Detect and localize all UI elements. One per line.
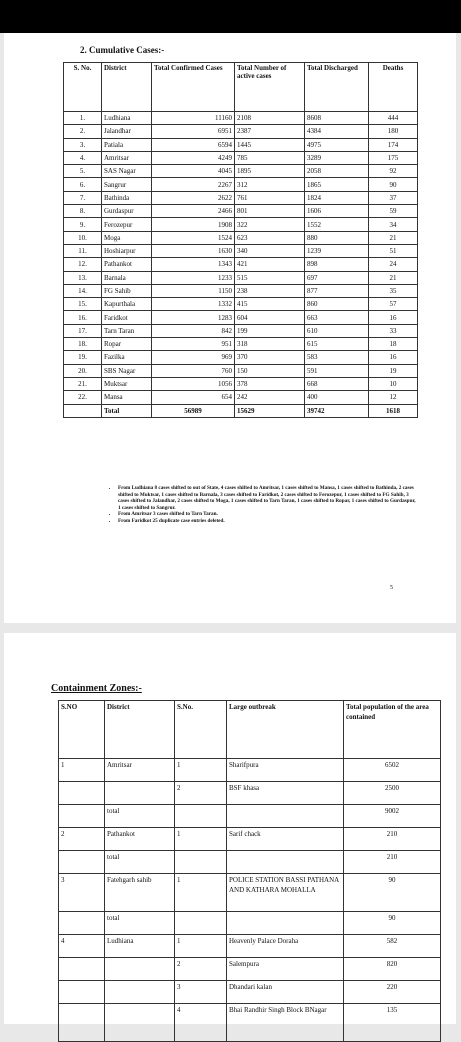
table-cell: Heavenly Palace Doraha <box>227 935 344 958</box>
table-cell: 210 <box>344 828 441 851</box>
table-cell: 801 <box>235 205 305 218</box>
table-cell: 1618 <box>369 404 418 417</box>
table-cell: Ferozepur <box>102 218 152 231</box>
table-cell: 1908 <box>152 218 235 231</box>
table-cell: 1524 <box>152 231 235 244</box>
table-cell: 785 <box>235 151 305 164</box>
table-cell: 34 <box>369 218 418 231</box>
table-row <box>64 178 418 191</box>
table-cell: 15629 <box>235 404 305 417</box>
table-cell: 180 <box>369 125 418 138</box>
table-cell: 11. <box>64 244 102 257</box>
table-cell <box>59 782 105 805</box>
table-cell <box>59 958 105 981</box>
table-cell: 1552 <box>305 218 369 231</box>
table-cell <box>59 912 105 935</box>
table-row <box>64 138 418 151</box>
table-cell: 150 <box>235 364 305 377</box>
header-confirmed: Total Confirmed Cases <box>152 63 235 112</box>
table-cell: 51 <box>369 244 418 257</box>
table-cell: 1 <box>175 874 227 912</box>
table-cell: 16 <box>369 351 418 364</box>
table-cell: 1 <box>175 759 227 782</box>
table-cell: 318 <box>235 338 305 351</box>
table-row <box>59 782 441 805</box>
table-row <box>64 311 418 324</box>
table-cell: Muktsar <box>102 377 152 390</box>
table-cell: Kapurthala <box>102 298 152 311</box>
table-cell <box>59 1004 105 1042</box>
table-cell: 238 <box>235 284 305 297</box>
notes-list <box>106 485 418 524</box>
table-row <box>64 151 418 164</box>
table-cell: 57 <box>369 298 418 311</box>
table-cell: 13. <box>64 271 102 284</box>
table-cell: 1233 <box>152 271 235 284</box>
table-cell: 1332 <box>152 298 235 311</box>
table-cell: 35 <box>369 284 418 297</box>
table-cell: 663 <box>305 311 369 324</box>
table-cell: 90 <box>344 874 441 912</box>
table-cell <box>175 805 227 828</box>
table-row <box>64 244 418 257</box>
table-cell: 444 <box>369 112 418 125</box>
table-cell: 242 <box>235 391 305 404</box>
total-row <box>64 404 418 417</box>
table-cell <box>227 912 344 935</box>
table-cell: 39742 <box>305 404 369 417</box>
note-item: • From Faridkot 25 duplicate case entries deleted. <box>118 518 418 525</box>
table-cell: 322 <box>235 218 305 231</box>
table-cell: 18 <box>369 338 418 351</box>
note-item: • From Ludhiana 8 cases shifted to out of State, 4 cases shifted to Amritsar, 1 cases shifted to Mansa, 1 cases shifted to Bathinda, 2 cases shifted to Muktsar, 1 cases shifted to Barnala, 3 cases shifted to Faridkot, 2 cases shifted to Ferozepur, 1 cases shifted to FG Sahib, 3 cases shifted to Jalandhar, 2 cases shifted to Moga, 1 cases shifted to Tarn Taran, 1 cases shifted to Ropar, 1 cases shifted to Gurdaspur, 1 cases shifted to Sangrur. <box>118 485 418 511</box>
table-cell: 370 <box>235 351 305 364</box>
table-cell: 1 <box>175 935 227 958</box>
table-cell: 6594 <box>152 138 235 151</box>
table-cell: 4045 <box>152 165 235 178</box>
table-cell: total <box>105 805 175 828</box>
table-cell <box>59 805 105 828</box>
table-cell: 623 <box>235 231 305 244</box>
table-cell: 9002 <box>344 805 441 828</box>
table-row <box>64 298 418 311</box>
table-row <box>59 759 441 782</box>
table-row <box>59 805 441 828</box>
table-cell: 1895 <box>235 165 305 178</box>
table-cell: Faridkot <box>102 311 152 324</box>
table-row <box>59 1004 441 1042</box>
table-cell: 842 <box>152 324 235 337</box>
header-population: Total population of the area contained <box>344 701 441 759</box>
table-cell: Bathinda <box>102 191 152 204</box>
document-page-containment <box>4 633 456 1024</box>
table-cell: Pathankot <box>105 828 175 851</box>
table-cell: 2. <box>64 125 102 138</box>
table-cell: 898 <box>305 258 369 271</box>
table-row <box>59 851 441 874</box>
document-page-cumulative <box>4 33 456 623</box>
table-cell: 210 <box>344 851 441 874</box>
table-row <box>64 112 418 125</box>
table-cell: 421 <box>235 258 305 271</box>
table-cell: 4 <box>175 1004 227 1042</box>
table-cell: BSF khasa <box>227 782 344 805</box>
table-cell: 220 <box>344 981 441 1004</box>
table-cell: 21 <box>369 231 418 244</box>
table-row <box>64 364 418 377</box>
table-row <box>64 165 418 178</box>
table-cell: 969 <box>152 351 235 364</box>
table-cell: 1150 <box>152 284 235 297</box>
header-district: District <box>102 63 152 112</box>
table-cell: 15. <box>64 298 102 311</box>
table-cell <box>105 958 175 981</box>
table-row <box>59 958 441 981</box>
table-cell: 90 <box>369 178 418 191</box>
table-cell: FG Sahib <box>102 284 152 297</box>
table-cell: 135 <box>344 1004 441 1042</box>
table-cell: 6951 <box>152 125 235 138</box>
table-cell: Pathankot <box>102 258 152 271</box>
table-cell: 378 <box>235 377 305 390</box>
table-cell: 668 <box>305 377 369 390</box>
table-cell: Ludhiana <box>105 935 175 958</box>
containment-zones-table <box>58 700 441 1042</box>
table-cell <box>175 851 227 874</box>
table-cell: 1. <box>64 112 102 125</box>
table-cell: Ropar <box>102 338 152 351</box>
table-row <box>64 125 418 138</box>
header-discharged: Total Discharged <box>305 63 369 112</box>
table-row <box>64 218 418 231</box>
table-cell: Fazilka <box>102 351 152 364</box>
table-cell: 3 <box>59 874 105 912</box>
table-cell: SAS Nagar <box>102 165 152 178</box>
top-status-bar <box>0 0 461 33</box>
table-cell: Jalandhar <box>102 125 152 138</box>
table-cell: 877 <box>305 284 369 297</box>
table-cell: 3289 <box>305 151 369 164</box>
table-cell: 400 <box>305 391 369 404</box>
table-cell: 2 <box>175 958 227 981</box>
table-cell: 90 <box>344 912 441 935</box>
cumulative-cases-table <box>63 62 418 418</box>
table-cell: 860 <box>305 298 369 311</box>
table-cell <box>227 851 344 874</box>
table-header-row <box>64 63 418 112</box>
table-cell: Amritsar <box>105 759 175 782</box>
table-header-row <box>59 701 441 759</box>
table-cell: 1630 <box>152 244 235 257</box>
table-cell: 16 <box>369 311 418 324</box>
table-cell: 2466 <box>152 205 235 218</box>
table-row <box>64 324 418 337</box>
table-cell: 1 <box>59 759 105 782</box>
table-cell: Tarn Taran <box>102 324 152 337</box>
table-cell: 761 <box>235 191 305 204</box>
table-cell: Sangrur <box>102 178 152 191</box>
table-cell: Total <box>102 404 152 417</box>
table-cell: 199 <box>235 324 305 337</box>
table-cell: 1 <box>175 828 227 851</box>
table-row <box>64 191 418 204</box>
table-cell: 583 <box>305 351 369 364</box>
table-cell: 37 <box>369 191 418 204</box>
table-cell: 2622 <box>152 191 235 204</box>
table-row <box>59 935 441 958</box>
table-cell: 2267 <box>152 178 235 191</box>
table-cell: 9. <box>64 218 102 231</box>
header-district: District <box>105 701 175 759</box>
table-cell <box>59 851 105 874</box>
table-cell: Moga <box>102 231 152 244</box>
table-cell: 4. <box>64 151 102 164</box>
table-cell: 6502 <box>344 759 441 782</box>
table-row <box>59 981 441 1004</box>
table-cell <box>105 1004 175 1042</box>
table-cell: 1606 <box>305 205 369 218</box>
table-cell: 24 <box>369 258 418 271</box>
table-cell: 3. <box>64 138 102 151</box>
table-cell: 4384 <box>305 125 369 138</box>
table-cell: 1824 <box>305 191 369 204</box>
table-cell: 697 <box>305 271 369 284</box>
table-cell <box>59 981 105 1004</box>
table-cell <box>64 404 102 417</box>
table-cell <box>105 981 175 1004</box>
table-cell: Sarif chack <box>227 828 344 851</box>
table-row <box>64 231 418 244</box>
table-cell: 2 <box>175 782 227 805</box>
table-cell: Mansa <box>102 391 152 404</box>
table-row <box>64 391 418 404</box>
header-deaths: Deaths <box>369 63 418 112</box>
page-number: 5 <box>390 585 393 591</box>
table-cell: total <box>105 851 175 874</box>
header-sno: S. No. <box>64 63 102 112</box>
table-cell: 880 <box>305 231 369 244</box>
table-cell: Barnala <box>102 271 152 284</box>
table-cell: 591 <box>305 364 369 377</box>
containment-title: Containment Zones:- <box>51 683 142 694</box>
table-cell: 19 <box>369 364 418 377</box>
table-cell: 14. <box>64 284 102 297</box>
table-cell <box>175 912 227 935</box>
table-row <box>64 284 418 297</box>
table-cell: 7. <box>64 191 102 204</box>
table-cell: 1445 <box>235 138 305 151</box>
table-cell: 1239 <box>305 244 369 257</box>
table-cell: 2500 <box>344 782 441 805</box>
table-cell: 22. <box>64 391 102 404</box>
table-cell: 12. <box>64 258 102 271</box>
table-cell: 33 <box>369 324 418 337</box>
table-row <box>64 351 418 364</box>
table-cell: 3 <box>175 981 227 1004</box>
table-cell: Bhai Randhir Singh Block BNagar <box>227 1004 344 1042</box>
table-cell: 174 <box>369 138 418 151</box>
table-cell: 951 <box>152 338 235 351</box>
table-cell <box>105 782 175 805</box>
table-cell: 1283 <box>152 311 235 324</box>
table-cell: Fatehgarh sahib <box>105 874 175 912</box>
table-cell: 56989 <box>152 404 235 417</box>
note-item: • From Amritsar 3 cases shifted to Tarn Taran. <box>118 511 418 518</box>
table-row <box>64 377 418 390</box>
table-row <box>59 828 441 851</box>
table-cell: 654 <box>152 391 235 404</box>
table-cell: 582 <box>344 935 441 958</box>
table-cell: 610 <box>305 324 369 337</box>
table-cell: 4 <box>59 935 105 958</box>
table-cell: SBS Nagar <box>102 364 152 377</box>
table-cell: 515 <box>235 271 305 284</box>
table-row <box>64 338 418 351</box>
table-cell: 820 <box>344 958 441 981</box>
table-row <box>64 258 418 271</box>
table-cell: 615 <box>305 338 369 351</box>
table-cell: 11160 <box>152 112 235 125</box>
table-row <box>59 912 441 935</box>
table-cell: Patiala <box>102 138 152 151</box>
table-row <box>59 874 441 912</box>
table-cell <box>227 805 344 828</box>
table-cell: 59 <box>369 205 418 218</box>
table-cell: 18. <box>64 338 102 351</box>
table-cell: 6. <box>64 178 102 191</box>
header-large-outbreak: Large outbreak <box>227 701 344 759</box>
table-cell: Ludhiana <box>102 112 152 125</box>
table-cell: 1343 <box>152 258 235 271</box>
table-cell: 20. <box>64 364 102 377</box>
table-cell: 4975 <box>305 138 369 151</box>
table-cell: 12 <box>369 391 418 404</box>
table-cell: POLICE STATION BASSI PATHANA AND KATHARA MOHALLA <box>227 874 344 912</box>
table-cell: 8608 <box>305 112 369 125</box>
table-cell: 4249 <box>152 151 235 164</box>
header-subno: S.No. <box>175 701 227 759</box>
table-cell: 340 <box>235 244 305 257</box>
header-active: Total Number of active cases <box>235 63 305 112</box>
table-cell: 17. <box>64 324 102 337</box>
table-cell: 312 <box>235 178 305 191</box>
table-cell: 760 <box>152 364 235 377</box>
table-cell: 2387 <box>235 125 305 138</box>
table-cell: 10 <box>369 377 418 390</box>
table-cell: 1056 <box>152 377 235 390</box>
table-cell: 1865 <box>305 178 369 191</box>
table-cell: total <box>105 912 175 935</box>
table-cell: Hoshiarpur <box>102 244 152 257</box>
table-cell: 19. <box>64 351 102 364</box>
table-cell: Salempura <box>227 958 344 981</box>
table-cell: 2108 <box>235 112 305 125</box>
table-cell: 92 <box>369 165 418 178</box>
table-cell: 10. <box>64 231 102 244</box>
table-row <box>64 271 418 284</box>
header-sno: S.NO <box>59 701 105 759</box>
table-cell: 5. <box>64 165 102 178</box>
table-cell: 21. <box>64 377 102 390</box>
table-cell: 415 <box>235 298 305 311</box>
table-cell: Gurdaspur <box>102 205 152 218</box>
table-cell: 175 <box>369 151 418 164</box>
table-cell: 2 <box>59 828 105 851</box>
table-cell: 8. <box>64 205 102 218</box>
table-cell: 21 <box>369 271 418 284</box>
table-row <box>64 205 418 218</box>
table-cell: Amritsar <box>102 151 152 164</box>
cumulative-title: 2. Cumulative Cases:- <box>80 45 165 55</box>
table-cell: Dhandari kalan <box>227 981 344 1004</box>
table-cell: 604 <box>235 311 305 324</box>
table-cell: 16. <box>64 311 102 324</box>
table-cell: Sharifpura <box>227 759 344 782</box>
table-cell: 2058 <box>305 165 369 178</box>
